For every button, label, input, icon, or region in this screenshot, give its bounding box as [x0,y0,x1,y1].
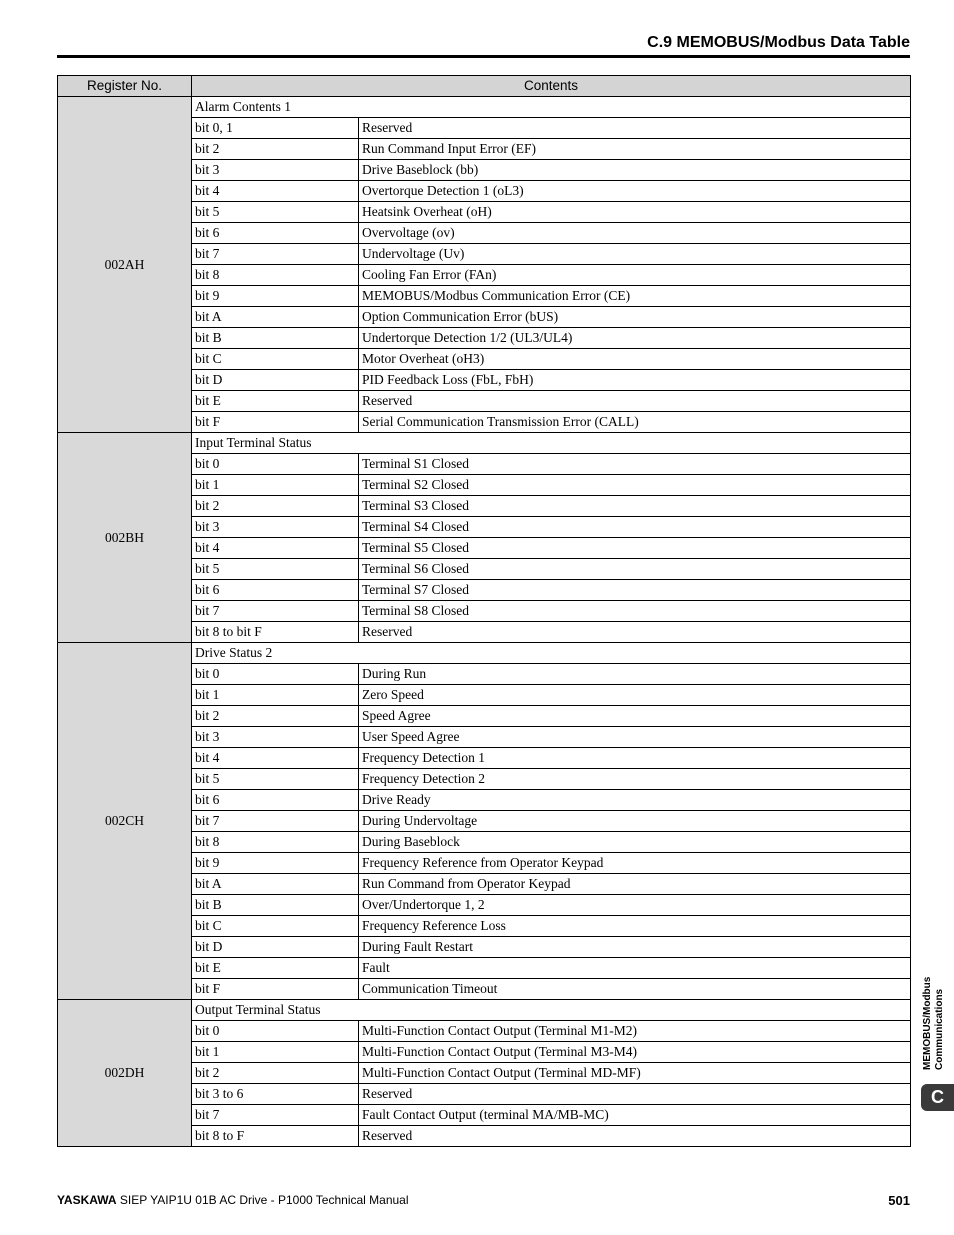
bit-cell: bit 9 [192,286,359,307]
bit-cell: bit 7 [192,811,359,832]
bit-cell: bit 6 [192,580,359,601]
bit-cell: bit 1 [192,475,359,496]
bit-cell: bit A [192,307,359,328]
description-cell: During Fault Restart [359,937,911,958]
column-header-contents: Contents [192,76,911,97]
description-cell: Run Command from Operator Keypad [359,874,911,895]
bit-cell: bit 3 [192,517,359,538]
description-cell: Multi-Function Contact Output (Terminal M3-M4) [359,1042,911,1063]
table-body [58,97,911,1147]
register-title: Input Terminal Status [192,433,911,454]
bit-cell: bit 8 [192,265,359,286]
description-cell: Terminal S7 Closed [359,580,911,601]
register-title-row [58,433,911,454]
description-cell: User Speed Agree [359,727,911,748]
description-cell: Fault [359,958,911,979]
register-title-row [58,97,911,118]
register-number: 002AH [58,97,192,433]
description-cell: Reserved [359,1084,911,1105]
bit-cell: bit F [192,412,359,433]
header-rule [57,55,910,58]
footer-manual-title [57,1193,409,1207]
bit-cell: bit 8 [192,832,359,853]
description-cell: During Run [359,664,911,685]
bit-cell: bit 3 [192,727,359,748]
chapter-tab: C [921,1084,954,1111]
description-cell: Terminal S1 Closed [359,454,911,475]
page-header-title: C.9 MEMOBUS/Modbus Data Table [647,34,910,51]
bit-cell: bit 8 to bit F [192,622,359,643]
description-cell: Undervoltage (Uv) [359,244,911,265]
bit-cell: bit 2 [192,706,359,727]
description-cell: Overvoltage (ov) [359,223,911,244]
description-cell: Drive Ready [359,790,911,811]
bit-cell: bit 1 [192,1042,359,1063]
register-number: 002DH [58,1000,192,1147]
side-label-line1: MEMOBUS/Modbus [922,976,933,1070]
bit-cell: bit 4 [192,748,359,769]
bit-cell: bit 0, 1 [192,118,359,139]
section-side-label [922,960,952,1070]
bit-cell: bit B [192,328,359,349]
bit-cell: bit E [192,958,359,979]
description-cell: MEMOBUS/Modbus Communication Error (CE) [359,286,911,307]
description-cell: Reserved [359,1126,911,1147]
description-cell: Terminal S6 Closed [359,559,911,580]
footer-brand: YASKAWA [57,1193,117,1207]
description-cell: Speed Agree [359,706,911,727]
description-cell: Frequency Detection 2 [359,769,911,790]
bit-cell: bit B [192,895,359,916]
description-cell: Terminal S5 Closed [359,538,911,559]
bit-cell: bit 9 [192,853,359,874]
description-cell: Overtorque Detection 1 (oL3) [359,181,911,202]
description-cell: Cooling Fan Error (FAn) [359,265,911,286]
description-cell: Heatsink Overheat (oH) [359,202,911,223]
description-cell: Undertorque Detection 1/2 (UL3/UL4) [359,328,911,349]
bit-cell: bit 5 [192,769,359,790]
register-title: Output Terminal Status [192,1000,911,1021]
bit-cell: bit 2 [192,496,359,517]
table-header-row [58,76,911,97]
bit-cell: bit 6 [192,223,359,244]
register-title-row [58,1000,911,1021]
bit-cell: bit 4 [192,181,359,202]
description-cell: Drive Baseblock (bb) [359,160,911,181]
description-cell: Terminal S3 Closed [359,496,911,517]
register-number: 002BH [58,433,192,643]
bit-cell: bit F [192,979,359,1000]
page-number: 501 [888,1193,910,1208]
description-cell: Reserved [359,118,911,139]
register-title: Drive Status 2 [192,643,911,664]
column-header-register: Register No. [58,76,192,97]
description-cell: Frequency Reference from Operator Keypad [359,853,911,874]
bit-cell: bit 7 [192,244,359,265]
description-cell: Multi-Function Contact Output (Terminal M1-M2) [359,1021,911,1042]
description-cell: Communication Timeout [359,979,911,1000]
description-cell: Reserved [359,622,911,643]
bit-cell: bit C [192,349,359,370]
bit-cell: bit 0 [192,454,359,475]
bit-cell: bit 7 [192,1105,359,1126]
bit-cell: bit 0 [192,1021,359,1042]
bit-cell: bit 5 [192,559,359,580]
bit-cell: bit 2 [192,139,359,160]
bit-cell: bit A [192,874,359,895]
description-cell: Multi-Function Contact Output (Terminal MD-MF) [359,1063,911,1084]
description-cell: Terminal S4 Closed [359,517,911,538]
footer-manual: SIEP YAIP1U 01B AC Drive - P1000 Technical Manual [119,1193,409,1207]
register-number: 002CH [58,643,192,1000]
bit-cell: bit 3 to 6 [192,1084,359,1105]
description-cell: PID Feedback Loss (FbL, FbH) [359,370,911,391]
description-cell: Frequency Detection 1 [359,748,911,769]
bit-cell: bit 2 [192,1063,359,1084]
description-cell: Reserved [359,391,911,412]
register-title: Alarm Contents 1 [192,97,911,118]
bit-cell: bit 8 to F [192,1126,359,1147]
description-cell: Option Communication Error (bUS) [359,307,911,328]
bit-cell: bit D [192,937,359,958]
description-cell: Frequency Reference Loss [359,916,911,937]
bit-cell: bit D [192,370,359,391]
side-label-line2: Communications [934,988,945,1070]
register-table [57,75,911,1147]
description-cell: Run Command Input Error (EF) [359,139,911,160]
bit-cell: bit 3 [192,160,359,181]
description-cell: Serial Communication Transmission Error (CALL) [359,412,911,433]
bit-cell: bit 0 [192,664,359,685]
description-cell: During Baseblock [359,832,911,853]
register-title-row [58,643,911,664]
bit-cell: bit 4 [192,538,359,559]
bit-cell: bit C [192,916,359,937]
bit-cell: bit E [192,391,359,412]
description-cell: Fault Contact Output (terminal MA/MB-MC) [359,1105,911,1126]
bit-cell: bit 1 [192,685,359,706]
description-cell: Zero Speed [359,685,911,706]
description-cell: Motor Overheat (oH3) [359,349,911,370]
description-cell: Over/Undertorque 1, 2 [359,895,911,916]
bit-cell: bit 7 [192,601,359,622]
bit-cell: bit 5 [192,202,359,223]
description-cell: Terminal S2 Closed [359,475,911,496]
description-cell: During Undervoltage [359,811,911,832]
bit-cell: bit 6 [192,790,359,811]
description-cell: Terminal S8 Closed [359,601,911,622]
